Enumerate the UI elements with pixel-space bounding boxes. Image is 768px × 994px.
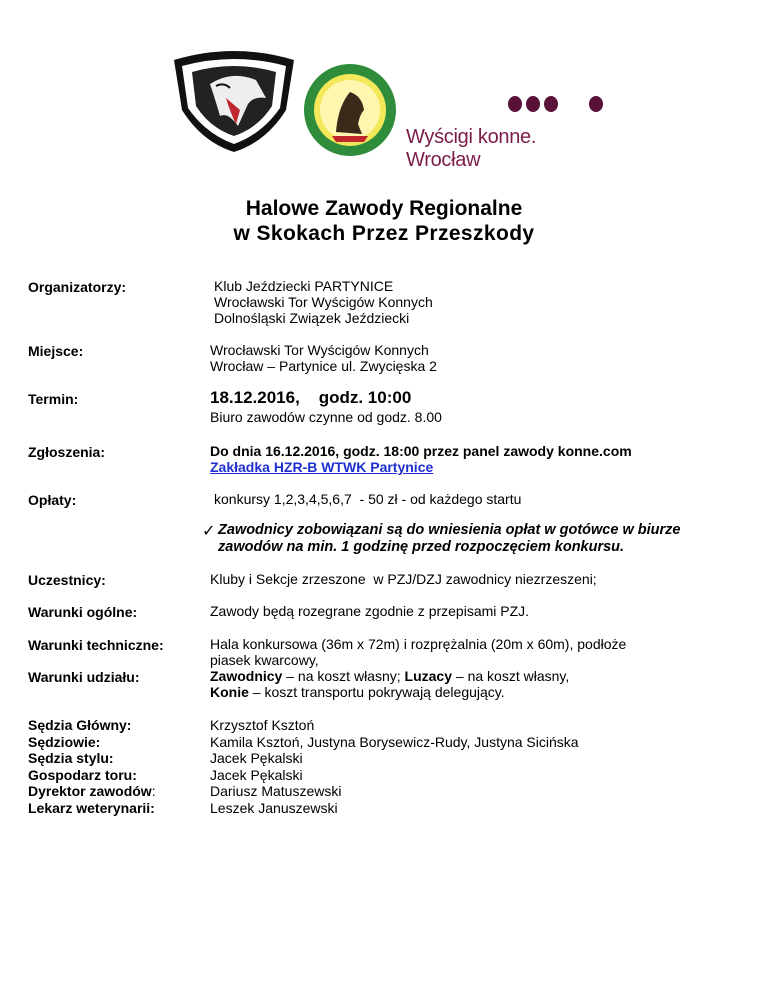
race-logo-dot bbox=[508, 96, 522, 112]
organizers-list bbox=[214, 278, 433, 326]
association-logo bbox=[302, 62, 398, 158]
official-name: Kamila Ksztoń, Justyna Borysewicz-Rudy, Justyna Sicińska bbox=[210, 733, 579, 750]
officials-roles bbox=[28, 717, 156, 816]
race-logo-dot bbox=[589, 96, 603, 112]
fees-note-line: Zawodnicy zobowiązani są do wniesienia opłat w gotówce w biurze bbox=[218, 522, 681, 538]
page-subtitle: w Skokach Przez Przeszkody bbox=[233, 222, 535, 245]
association-seal-icon bbox=[302, 62, 398, 158]
organizer-item: Dolnośląski Związek Jeździecki bbox=[214, 310, 410, 326]
race-logo bbox=[404, 88, 614, 171]
technical-conditions-value bbox=[210, 636, 626, 668]
grooms-term: Luzacy bbox=[404, 668, 452, 684]
riders-term: Zawodnicy bbox=[210, 668, 283, 684]
general-conditions-value: Zawody będą rozegrane zgodnie z przepisami PZJ. bbox=[210, 603, 530, 619]
official-name: Dariusz Matuszewski bbox=[210, 783, 342, 799]
office-hours-note: Biuro zawodów czynne od godz. 8.00 bbox=[210, 409, 442, 425]
general-conditions-label: Warunki ogólne: bbox=[28, 604, 138, 620]
date-label: Termin: bbox=[28, 391, 79, 407]
race-logo-dot bbox=[544, 96, 558, 112]
official-role-colon: : bbox=[151, 783, 156, 799]
fees-label: Opłaty: bbox=[28, 492, 77, 508]
official-name: Jacek Pękalski bbox=[210, 750, 303, 766]
venue-line: Wrocław – Partynice ul. Zwycięska 2 bbox=[210, 358, 437, 374]
horses-term: Konie bbox=[210, 684, 249, 700]
fees-payment-note bbox=[218, 522, 680, 556]
venue-label: Miejsce: bbox=[28, 343, 84, 359]
participation-conditions-label: Warunki udziału: bbox=[28, 669, 140, 685]
race-logo-text: Wyścigi konne. Wrocław bbox=[406, 126, 537, 171]
club-logo bbox=[170, 46, 298, 154]
grooms-cost: – na koszt własny, bbox=[452, 668, 570, 684]
technical-line: piasek kwarcowy, bbox=[210, 652, 319, 668]
participation-conditions-value bbox=[210, 668, 569, 700]
official-role: Sędzia Główny: bbox=[28, 717, 132, 733]
date-value: 18.12.2016, godz. 10:00 bbox=[210, 388, 412, 407]
official-role: Gospodarz toru: bbox=[28, 766, 137, 783]
organizer-item: Klub Jeździecki PARTYNICE bbox=[214, 278, 394, 294]
fees-value: konkursy 1,2,3,4,5,6,7 - 50 zł - od każdego startu bbox=[214, 491, 522, 507]
participants-label: Uczestnicy: bbox=[28, 572, 106, 588]
entries-deadline: Do dnia 16.12.2016, godz. 18:00 przez panel zawody konne.com bbox=[210, 443, 632, 459]
riders-cost: – na koszt własny; bbox=[282, 668, 405, 684]
technical-line: Hala konkursowa (36m x 72m) i rozprężalnia (20m x 60m), podłoże bbox=[210, 636, 627, 652]
checkmark-icon: ✓ bbox=[202, 521, 216, 540]
entries-value bbox=[210, 443, 632, 475]
horses-cost: – koszt transportu pokrywają delegujący. bbox=[248, 684, 505, 700]
organizer-item: Wrocławski Tor Wyścigów Konnych bbox=[214, 294, 433, 310]
entries-label: Zgłoszenia: bbox=[28, 444, 106, 460]
official-name: Jacek Pękalski bbox=[210, 766, 303, 783]
official-role: Sędzia stylu: bbox=[28, 750, 114, 766]
official-name: Krzysztof Ksztoń bbox=[210, 717, 315, 733]
technical-conditions-label: Warunki techniczne: bbox=[28, 637, 164, 653]
entries-tab-link[interactable]: Zakładka HZR-B WTWK Partynice bbox=[210, 459, 434, 475]
venue-value bbox=[210, 342, 437, 374]
official-name: Leszek Januszewski bbox=[210, 799, 338, 816]
venue-line: Wrocławski Tor Wyścigów Konnych bbox=[210, 342, 429, 358]
official-role: Sędziowie: bbox=[28, 733, 101, 750]
organizers-label: Organizatorzy: bbox=[28, 279, 127, 295]
fees-note-line: zawodów na min. 1 godzinę przed rozpoczęciem konkursu. bbox=[218, 539, 625, 555]
race-logo-dot bbox=[526, 96, 540, 112]
participants-value: Kluby i Sekcje zrzeszone w PZJ/DZJ zawodnicy niezrzeszeni; bbox=[210, 571, 597, 587]
club-shield-icon bbox=[170, 46, 298, 154]
officials-names bbox=[210, 717, 579, 816]
official-role: Lekarz weterynarii: bbox=[28, 799, 155, 816]
page-title: Halowe Zawody Regionalne bbox=[245, 197, 523, 220]
official-role: Dyrektor zawodów bbox=[28, 783, 152, 799]
